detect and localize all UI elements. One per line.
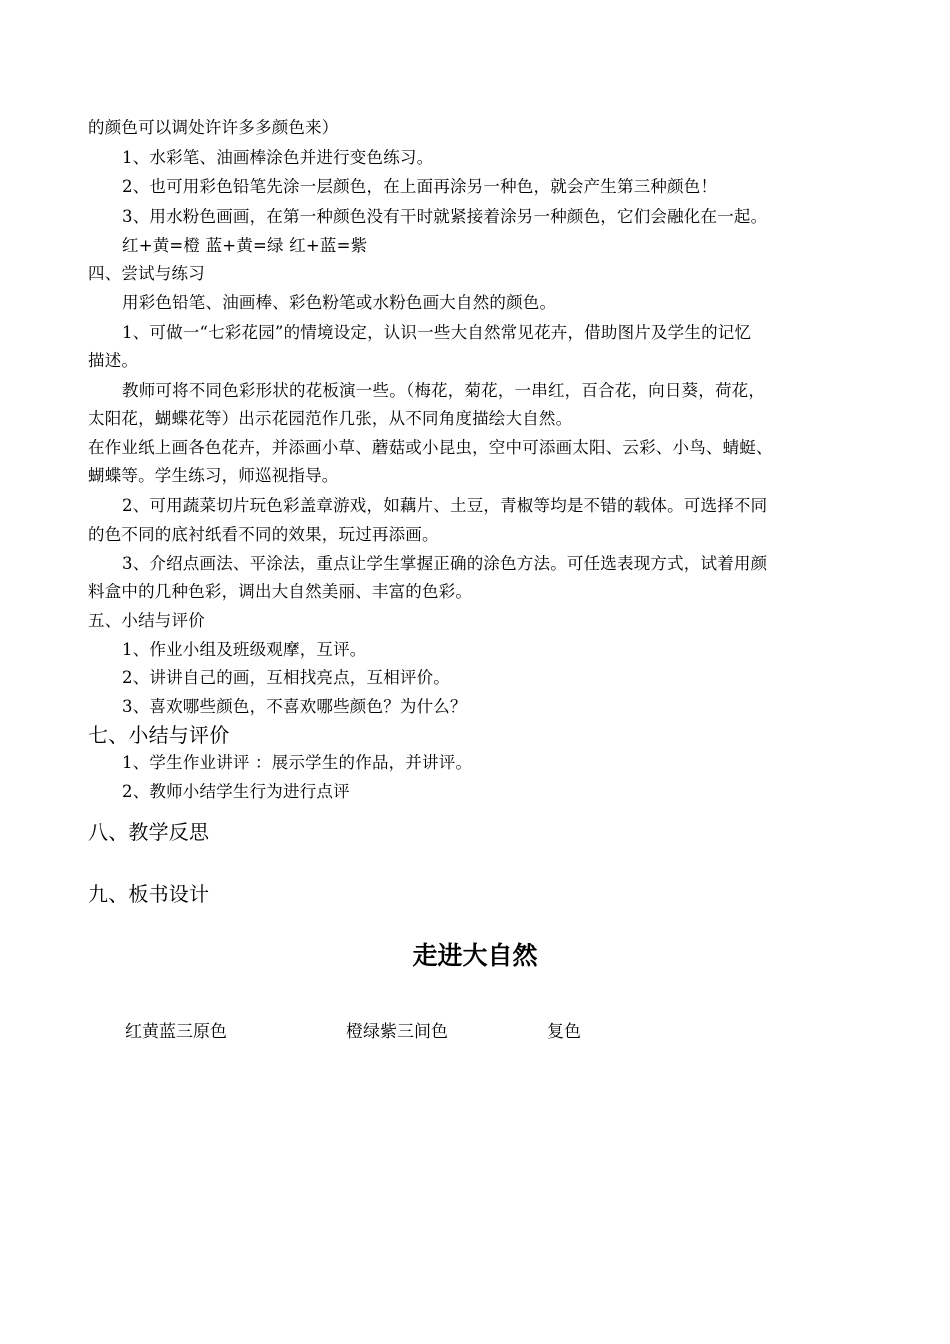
section-heading: 五、小结与评价 [88,611,205,630]
text-line: 料盒中的几种色彩，调出大自然美丽、丰富的色彩。 [88,582,473,601]
text-line: 太阳花，蝴蝶花等）出示花园范作几张，从不同角度描绘大自然。 [88,409,573,428]
text-line: 1、学生作业讲评 ：展示学生的作品，并讲评。 [122,753,473,772]
section-heading: 九、板书设计 [88,882,210,906]
text-line: 的颜色可以调处许许多多颜色来） [88,118,339,137]
text-line: 2、也可用彩色铅笔先涂一层颜色，在上面再涂另一种色，就会产生第三种颜色！ [122,177,718,196]
text-line: 的色不同的底衬纸看不同的效果，玩过再添画。 [88,525,439,544]
text-line: 描述。 [88,351,139,370]
board-title: 走进大自然 [412,941,538,970]
text-line: 在作业纸上画各色花卉，并添画小草、蘑菇或小昆虫，空中可添画太阳、云彩、小鸟、蜻蜓、 [88,438,773,457]
board-item-secondary-colors: 橙绿紫三间色 [346,1022,448,1042]
board-item-primary-colors: 红黄蓝三原色 [125,1022,227,1042]
text-line: 3、介绍点画法、平涂法，重点让学生掌握正确的涂色方法。可任选表现方式，试着用颜 [122,554,768,573]
text-line: 2、可用蔬菜切片玩色彩盖章游戏，如藕片、土豆，青椒等均是不错的载体。可选择不同 [122,496,768,515]
text-line: 1、水彩笔、油画棒涂色并进行变色练习。 [122,148,434,167]
text-line: 用彩色铅笔、油画棒、彩色粉笔或水粉色画大自然的颜色。 [122,293,557,312]
text-line: 蝴蝶等。学生练习，师巡视指导。 [88,466,339,485]
text-line: 3、用水粉色画画，在第一种颜色没有干时就紧接着涂另一种颜色，它们会融化在一起。 [122,207,768,226]
section-heading: 七、小结与评价 [88,723,230,747]
text-line: 1、可做一“七彩花园”的情境设定，认识一些大自然常见花卉，借助图片及学生的记忆 [122,323,752,342]
text-line: 教师可将不同色彩形状的花板演一些。（梅花，菊花，一串红，百合花，向日葵，荷花， [122,381,766,400]
text-line: 2、教师小结学生行为进行点评 [122,782,350,801]
text-line: 2、讲讲自己的画，互相找亮点，互相评价。 [122,668,450,687]
section-heading: 八、教学反思 [88,820,210,844]
board-item-compound-colors: 复色 [547,1022,581,1042]
section-heading: 四、尝试与练习 [88,264,205,283]
text-line: 1、作业小组及班级观摩，互评。 [122,640,367,659]
text-line: 3、喜欢哪些颜色，不喜欢哪些颜色？为什么？ [122,697,467,716]
color-formula-line: 红+黄=橙 蓝+黄=绿 红+蓝=紫 [122,236,368,255]
